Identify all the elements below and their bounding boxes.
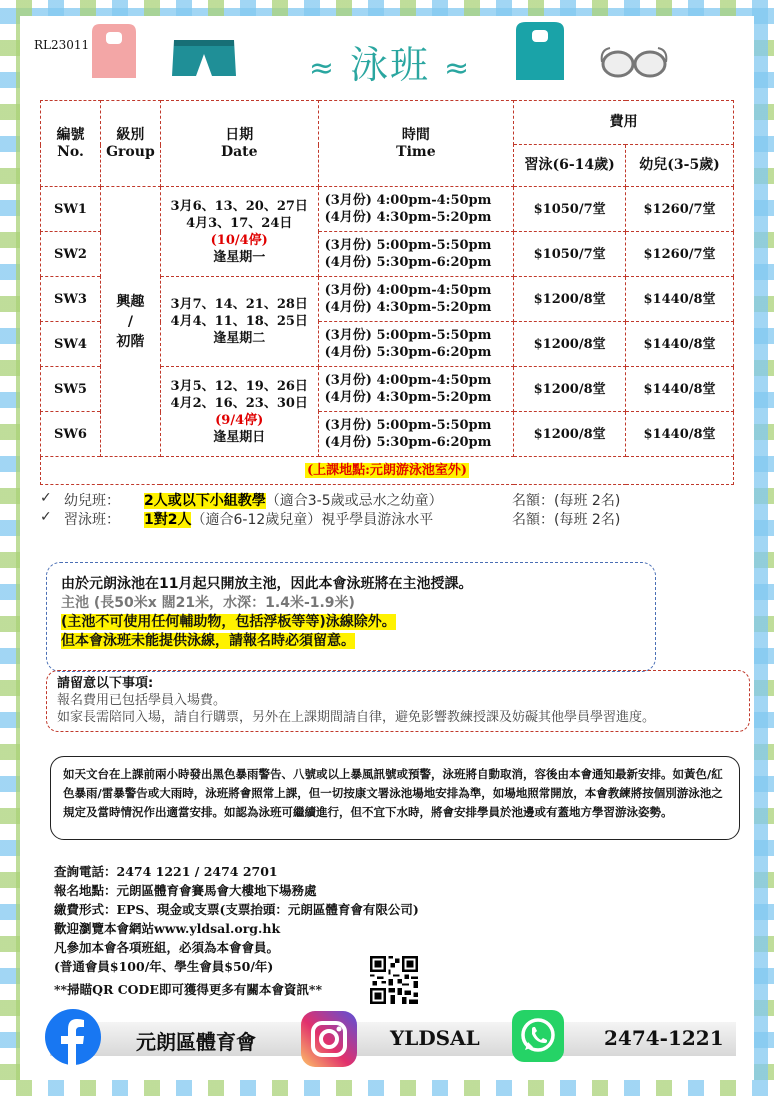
row-no: SW6 xyxy=(41,412,101,457)
fee-learn-cell: $1200/8堂 xyxy=(514,412,626,457)
location-text: (上課地點:元朗游泳池室外) xyxy=(306,463,468,478)
pool-notice-line: 主池 (長50米x 闊21米，水深：1.4米-1.9米) xyxy=(61,595,355,611)
location-row xyxy=(41,457,734,485)
header-fee-learn: 習泳(6-14歲) xyxy=(514,145,626,187)
time-cell: (3月份) 4:00pm-4:50pm (4月份) 4:30pm-5:20pm xyxy=(318,277,514,322)
row-no: SW5 xyxy=(41,367,101,412)
fee-kid-cell: $1440/8堂 xyxy=(626,412,734,457)
attention-line: 如家長需陪同入場，請自行購票，另外在上課期間請自律，避免影響教練授課及妨礙其他學員學習進度。 xyxy=(57,710,656,725)
fee-learn-cell: $1200/8堂 xyxy=(514,277,626,322)
class-notes xyxy=(40,490,740,528)
teal-kickboard-icon xyxy=(512,20,568,84)
check-icon: ✓ xyxy=(40,509,52,525)
note-label: 幼兒班： xyxy=(64,493,120,509)
note-desc xyxy=(144,490,512,509)
fee-kid-cell: $1260/7堂 xyxy=(626,187,734,232)
wave-icon: ≈ xyxy=(444,51,472,86)
facebook-icon[interactable] xyxy=(44,1008,102,1066)
table-row xyxy=(41,187,734,232)
note-label: 習泳班： xyxy=(64,512,120,528)
title-text: 泳班 xyxy=(349,43,430,87)
header-date: 日期 Date xyxy=(160,101,318,187)
time-cell: (3月份) 5:00pm-5:50pm (4月份) 5:30pm-6:20pm xyxy=(318,412,514,457)
fee-kid-cell: $1440/8堂 xyxy=(626,367,734,412)
contact-fee: (普通會員$100/年、學生會員$50/年) xyxy=(54,959,274,974)
header-no: 編號 No. xyxy=(41,101,101,187)
header-fee-kid: 幼兒(3-5歲) xyxy=(626,145,734,187)
note-desc-text: （適合6-12歲兒童）視乎學員游泳水平 xyxy=(191,512,434,528)
header-time: 時間 Time xyxy=(318,101,514,187)
group-cell: 興趣 / 初階 xyxy=(100,187,160,457)
pool-notice-box xyxy=(46,562,656,672)
contact-address: 報名地點：元朗區體育會賽馬會大樓地下場務處 xyxy=(54,883,317,898)
note-desc xyxy=(144,509,512,528)
contact-info xyxy=(54,862,419,999)
course-code: RL23011 xyxy=(34,38,90,52)
contact-website[interactable]: 歡迎瀏覽本會網站www.yldsal.org.hk xyxy=(54,921,281,936)
row-no: SW2 xyxy=(41,232,101,277)
note-kids xyxy=(40,490,740,509)
fee-learn-cell: $1050/7堂 xyxy=(514,232,626,277)
note-desc-text: （適合3-5歲或忌水之幼童） xyxy=(265,493,443,509)
whatsapp-number[interactable]: 2474-1221 xyxy=(604,1026,724,1050)
pool-notice-line: 由於元朗泳池在11月起只開放主池，因此本會泳班將在主池授課。 xyxy=(61,576,473,592)
time-cell: (3月份) 4:00pm-4:50pm (4月份) 4:30pm-5:20pm xyxy=(318,187,514,232)
attention-box xyxy=(46,670,750,732)
date-cell: 3月7、14、21、28日 4月4、11、18、25日 逢星期二 xyxy=(160,277,318,367)
fee-kid-cell: $1440/8堂 xyxy=(626,277,734,322)
wave-icon: ≈ xyxy=(308,51,336,86)
flyer xyxy=(20,16,754,1080)
fee-learn-cell: $1200/8堂 xyxy=(514,367,626,412)
attention-line: 報名費用已包括學員入場費。 xyxy=(57,693,227,708)
schedule-table xyxy=(40,100,734,485)
qr-note: **掃瞄QR CODE即可獲得更多有關本會資訊** xyxy=(54,982,322,997)
time-cell: (3月份) 4:00pm-4:50pm (4月份) 4:30pm-5:20pm xyxy=(318,367,514,412)
note-highlight: 2人或以下小組教學 xyxy=(144,493,266,509)
contact-phone: 查詢電話：2474 1221 / 2474 2701 xyxy=(54,864,278,879)
pool-notice-line: 但本會泳班未能提供泳線，請報名時必須留意。 xyxy=(61,633,355,649)
qr-code-icon[interactable] xyxy=(370,956,418,1004)
fee-learn-cell: $1050/7堂 xyxy=(514,187,626,232)
instagram-icon[interactable] xyxy=(300,1010,358,1068)
swim-shorts-icon xyxy=(170,36,238,80)
check-icon: ✓ xyxy=(40,490,52,506)
row-no: SW1 xyxy=(41,187,101,232)
date-cell: 3月5、12、19、26日 4月2、16、23、30日 (9/4停) 逢星期日 xyxy=(160,367,318,457)
note-highlight: 1對2人 xyxy=(144,512,192,528)
facebook-label[interactable]: 元朗區體育會 xyxy=(136,1030,256,1054)
pink-kickboard-icon xyxy=(86,22,142,82)
weather-notice-box: 如天文台在上課前兩小時發出黑色暴雨警告、八號或以上暴風訊號或預警，泳班將自動取消，容後由本會通知最新安排。如黃色/紅色暴雨/雷暴警告或大雨時，泳班將會照常上課，但一切按康文署泳池場地安排為準，如場地照常開放，本會教練將按個別游泳池之規定及當時情況作出適當安排。如認為泳班可繼續進行，但不宜下水時，將會安排學員於池邊或有蓋地方學習游泳姿勢。 xyxy=(50,756,740,840)
fee-learn-cell: $1200/8堂 xyxy=(514,322,626,367)
contact-member: 凡參加本會各項班組，必須為本會會員。 xyxy=(54,940,280,955)
fee-kid-cell: $1260/7堂 xyxy=(626,232,734,277)
attention-heading: 請留意以下事項: xyxy=(57,676,154,691)
location-cell xyxy=(41,457,734,485)
row-no: SW4 xyxy=(41,322,101,367)
goggles-icon xyxy=(598,42,670,82)
time-cell: (3月份) 5:00pm-5:50pm (4月份) 5:30pm-6:20pm xyxy=(318,322,514,367)
pool-notice-line: (主池不可使用任何輔助物，包括浮板等等)泳線除外。 xyxy=(61,614,396,630)
whatsapp-icon[interactable] xyxy=(512,1010,564,1062)
note-learn xyxy=(40,509,740,528)
contact-payment: 繳費形式：EPS、現金或支票(支票抬頭：元朗區體育會有限公司) xyxy=(54,902,419,917)
time-cell: (3月份) 5:00pm-5:50pm (4月份) 5:30pm-6:20pm xyxy=(318,232,514,277)
instagram-label[interactable]: YLDSAL xyxy=(390,1026,480,1050)
table-header-row xyxy=(41,101,734,145)
header-fee: 費用 xyxy=(514,101,734,145)
note-quota: 名額：(每班 2名) xyxy=(512,512,621,528)
fee-kid-cell: $1440/8堂 xyxy=(626,322,734,367)
header-group: 級別 Group xyxy=(100,101,160,187)
page-title xyxy=(260,34,520,89)
date-cell: 3月6、13、20、27日 4月3、17、24日 (10/4停) 逢星期一 xyxy=(160,187,318,277)
note-quota: 名額：(每班 2名) xyxy=(512,493,621,509)
row-no: SW3 xyxy=(41,277,101,322)
